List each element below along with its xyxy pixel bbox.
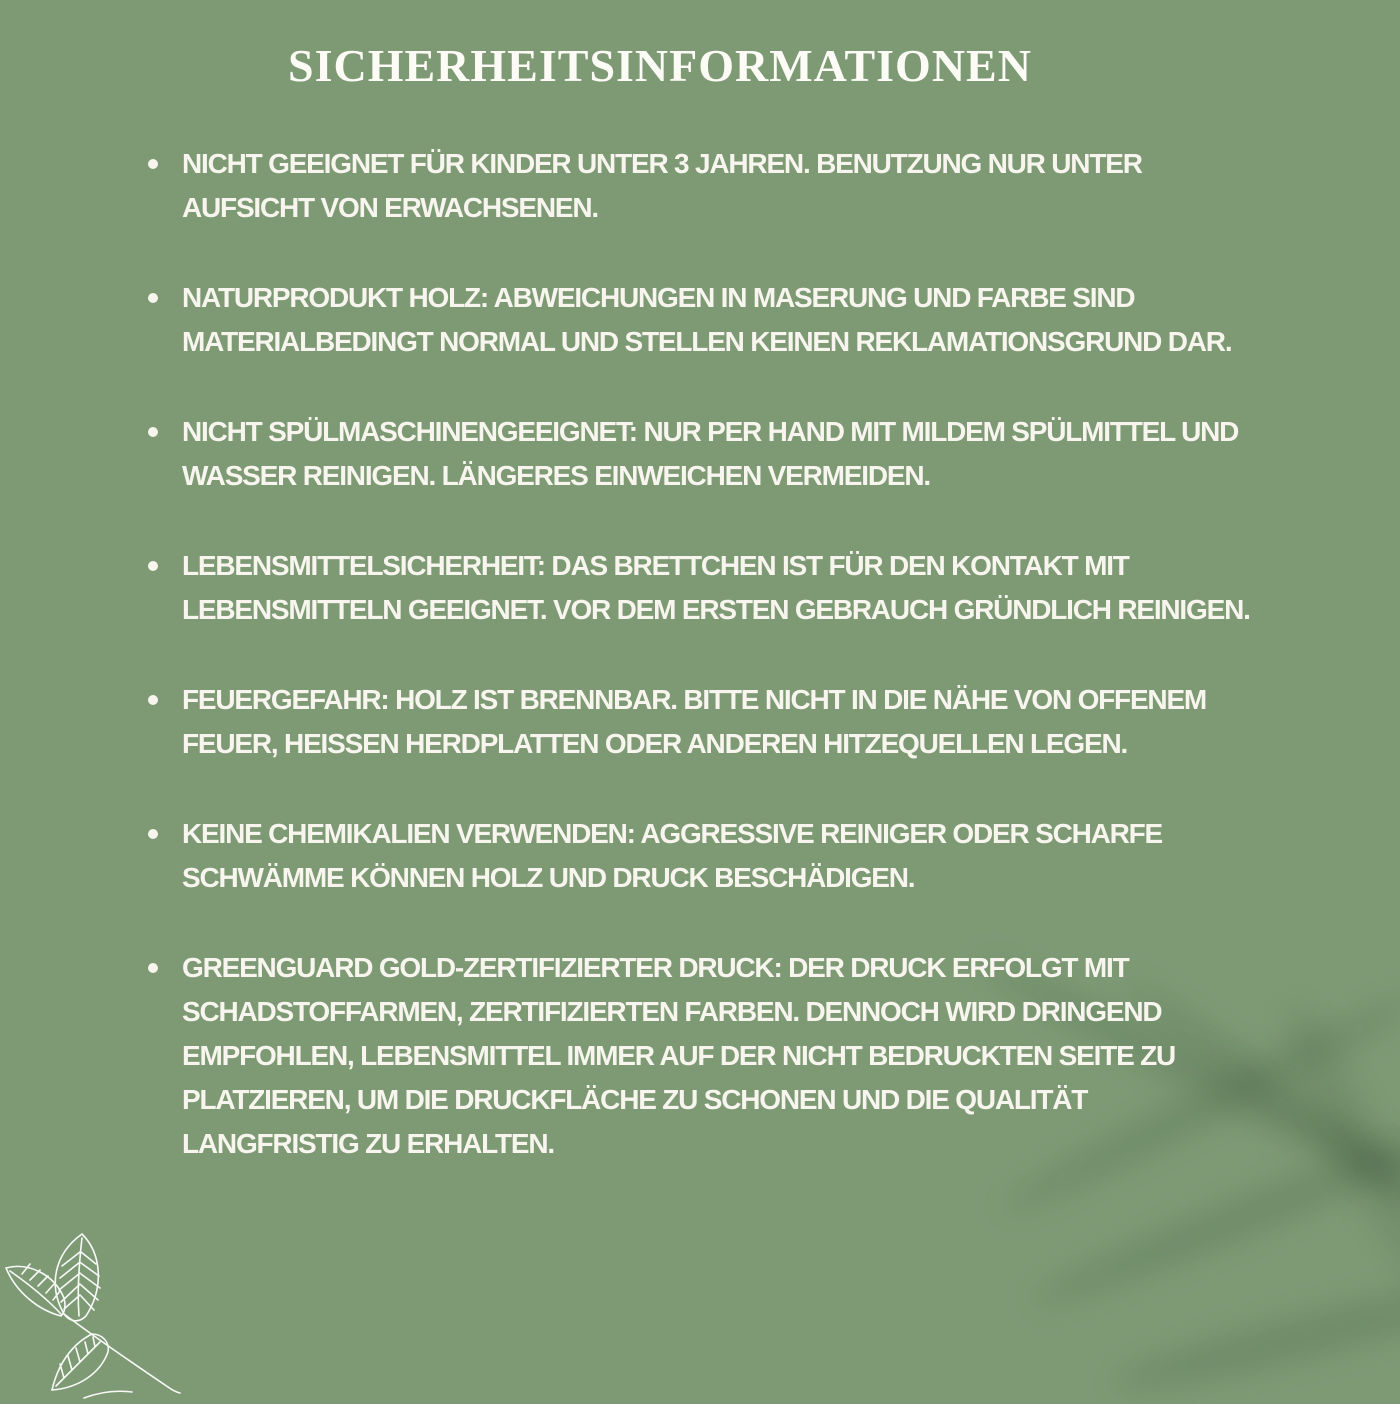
- page-title: SICHERHEITSINFORMATIONEN: [288, 40, 1032, 91]
- bullet-icon: [148, 427, 158, 437]
- list-item: [140, 812, 1250, 900]
- bullet-icon: [148, 695, 158, 705]
- list-item-text: LEBENSMITTELSICHERHEIT: DAS BRETTCHEN IST FÜR DEN KONTAKT MIT LEBENSMITTELN GEEIGNET. VOR DEM ERSTEN GEBRAUCH GRÜNDLICH REINIGEN.: [182, 550, 1250, 625]
- list-item: [140, 142, 1250, 230]
- list-item: [140, 946, 1250, 1166]
- shadow-frond: [1105, 1262, 1400, 1404]
- list-item: [140, 678, 1250, 766]
- bullet-icon: [148, 829, 158, 839]
- list-item-text: NICHT SPÜLMASCHINENGEEIGNET: NUR PER HAND MIT MILDEM SPÜLMITTEL UND WASSER REINIGEN. LÄNGERES EINWEICHEN VERMEIDEN.: [182, 416, 1239, 491]
- bullet-icon: [148, 159, 158, 169]
- bullet-icon: [148, 561, 158, 571]
- list-item-text: NATURPRODUKT HOLZ: ABWEICHUNGEN IN MASERUNG UND FARBE SIND MATERIALBEDINGT NORMAL UND STELLEN KEINEN REKLAMATIONSGRUND DAR.: [182, 282, 1232, 357]
- list-item-text: GREENGUARD GOLD-ZERTIFIZIERTER DRUCK: DER DRUCK ERFOLGT MIT SCHADSTOFFARMEN, ZERTIFIZIERTEN FARBEN. DENNOCH WIRD DRINGEND EMPFOHLEN, LEBENSMITTEL IMMER AUF DER NICHT BEDRUCKTEN SEITE ZU PLATZIEREN, UM DIE DRUCKFLÄCHE ZU SCHONEN UND DIE QUALITÄT LANGFRISTIG ZU ERHALTEN.: [182, 952, 1176, 1159]
- bullet-icon: [148, 963, 158, 973]
- main-content: [140, 38, 1300, 1166]
- list-item: [140, 544, 1250, 632]
- list-item-text: FEUERGEFAHR: HOLZ IST BRENNBAR. BITTE NICHT IN DIE NÄHE VON OFFENEM FEUER, HEISSEN HERDPLATTEN ODER ANDEREN HITZEQUELLEN LEGEN.: [182, 684, 1207, 759]
- safety-list: [140, 142, 1250, 1166]
- list-item-text: KEINE CHEMIKALIEN VERWENDEN: AGGRESSIVE REINIGER ODER SCHARFE SCHWÄMME KÖNNEN HOLZ UND DRUCK BESCHÄDIGEN.: [182, 818, 1163, 893]
- list-item: [140, 410, 1250, 498]
- leaf-branch-icon: [0, 1230, 185, 1400]
- list-item-text: NICHT GEEIGNET FÜR KINDER UNTER 3 JAHREN. BENUTZUNG NUR UNTER AUFSICHT VON ERWACHSENEN.: [182, 148, 1142, 223]
- list-item: [140, 276, 1250, 364]
- bullet-icon: [148, 293, 158, 303]
